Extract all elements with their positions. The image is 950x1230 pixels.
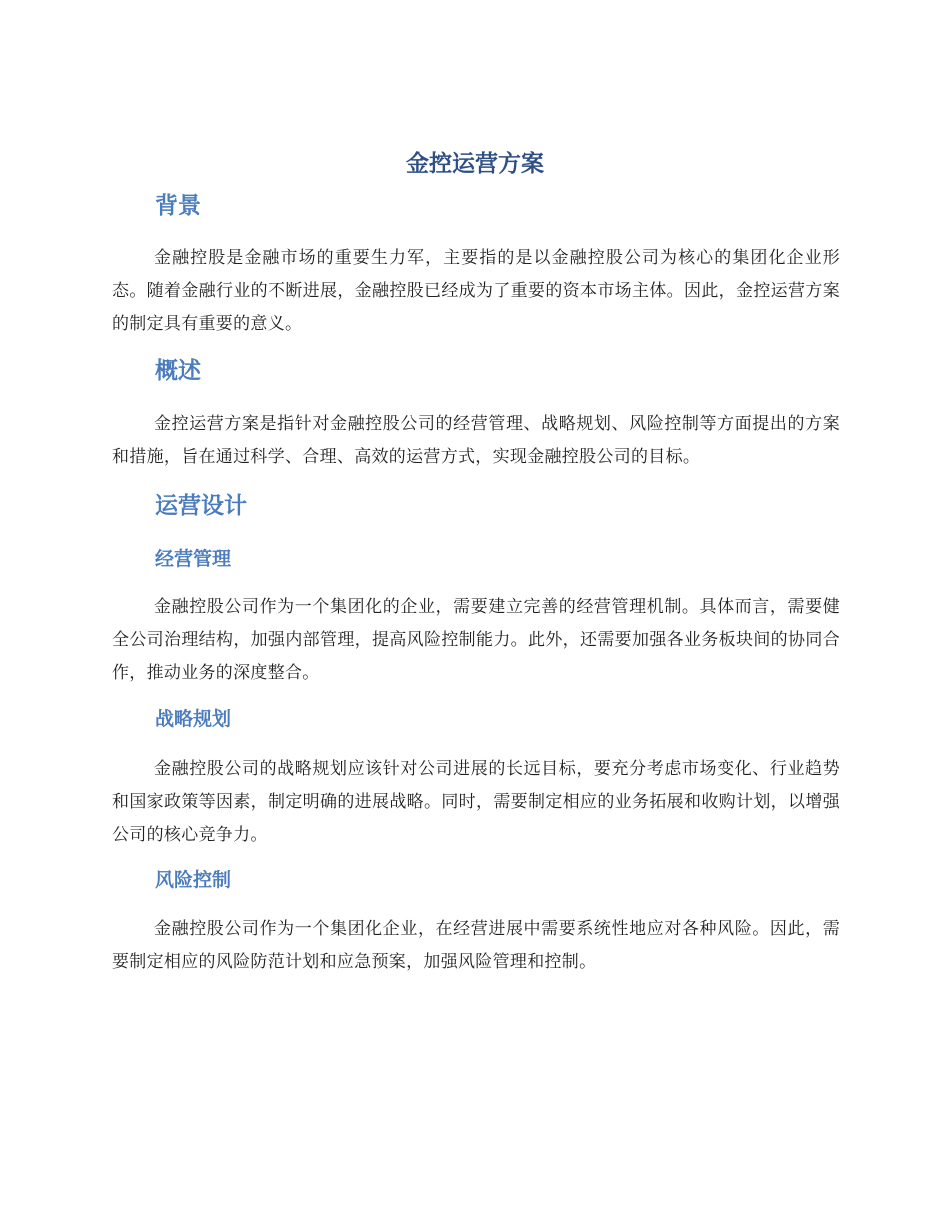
section-heading-operation-design: 运营设计: [155, 493, 247, 519]
document-title: 金控运营方案: [406, 151, 544, 177]
section-heading-overview: 概述: [155, 358, 201, 384]
overview-paragraph: 金控运营方案是指针对金融控股公司的经营管理、战略规划、风险控制等方面提出的方案和措施，旨在通过科学、合理、高效的运营方式，实现金融控股公司的目标。: [112, 414, 840, 467]
strategy-paragraph: 金融控股公司的战略规划应该针对公司进展的长远目标，要充分考虑市场变化、行业趋势和国家政策等因素，制定明确的进展战略。同时，需要制定相应的业务拓展和收购计划，以增强公司的核心竞争力。: [112, 759, 840, 845]
management-paragraph: 金融控股公司作为一个集团化的企业，需要建立完善的经营管理机制。具体而言，需要健全公司治理结构，加强内部管理，提高风险控制能力。此外，还需要加强各业务板块间的协同合作，推动业务的深度整合。: [112, 597, 840, 683]
section-heading-background: 背景: [155, 193, 201, 219]
subsection-heading-risk: 风险控制: [155, 869, 232, 891]
subsection-heading-management: 经营管理: [155, 548, 232, 570]
risk-paragraph: 金融控股公司作为一个集团化企业，在经营进展中需要系统性地应对各种风险。因此，需要制定相应的风险防范计划和应急预案，加强风险管理和控制。: [112, 919, 840, 972]
subsection-heading-strategy: 战略规划: [155, 708, 232, 730]
background-paragraph: 金融控股是金融市场的重要生力军，主要指的是以金融控股公司为核心的集团化企业形态。随着金融行业的不断进展，金融控股已经成为了重要的资本市场主体。因此，金控运营方案的制定具有重要的意义。: [112, 248, 840, 334]
